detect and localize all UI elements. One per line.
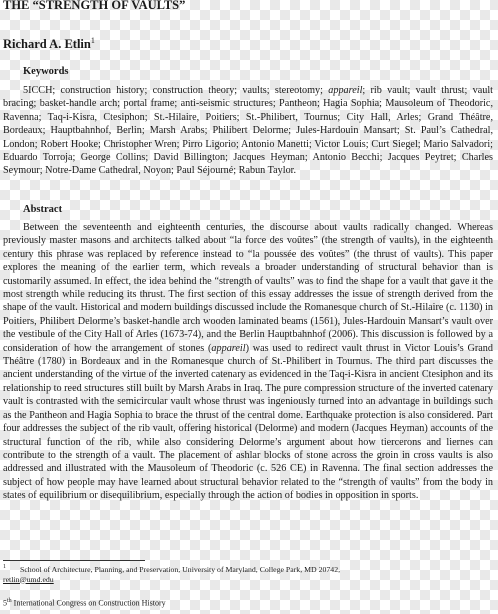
abstract-heading: Abstract	[23, 204, 63, 215]
keywords-text	[3, 84, 493, 178]
author-line	[3, 36, 95, 52]
keywords-italic-term: appareil	[328, 85, 363, 96]
footnote-divider	[3, 560, 145, 561]
author-footnote-mark: 1	[90, 36, 95, 45]
footer-number: 5	[3, 598, 7, 608]
footnote-mark: 1	[3, 564, 6, 570]
page-footer	[3, 598, 166, 608]
keywords-heading: Keywords	[23, 66, 69, 77]
footnote-text: School of Architecture, Planning, and Preservation, University of Maryland, College Park, MD 20742,	[20, 564, 341, 574]
abstract-text	[3, 221, 493, 503]
abstract-text-a: Between the seventeenth and eighteenth centuries, the discourse about vaults radically changed. Whereas previously master masons and architects talked about “la force des voûtes” (the strength of vaults), in the eighteenth century this phrase was replaced by reference instead to “la poussée des voûtes” (the thrust of vaults). This paper explores the meaning of the earlier term, which reveals a broader understanding of structural behavior than is customarily assumed. In effect, the idea behind the “strength of vaults” was to find the shape for a vault that gave it the most strength while reducing its thrust. The first section of this essay addresses the issue of strength derived from the shape of the vault. Historical and modern buildings discussed include the Romanesque church of St.-Hilaire (c. 1130) in Poitiers, Philibert Delorme’s basket-handle arch wooden laminated beams (1561), Jules-Hardouin Mansart’s vault over the vestibule of the City Hall of Arles (1673-74), and the Berlin Hauptbahnhof (2006). This discussion is followed by a consideration of how the arrangement of stones (	[3, 222, 493, 354]
abstract-text-b: ) was used to redirect vault thrust in Victor Louis’s Grand Théâtre (1780) in Bordeaux and in the Romanesque church of St.-Philibert in Tournus. The third part discusses the ancient understanding of the virtue of the inverted catenary as evidenced in the Taq-i-Kisra in ancient Ctesiphon and its relationship to reed structures still built by Marsh Arabs in Iraq. The pure compression structure of the inverted catenary vault is contrasted with the semicircular vault whose thrust was ingeniously turned into an advantage in buildings such as the Pantheon and Hagia Sophia to brace the thrust of the central dome. Earthquake protection is also considered. Part four addresses the subject of the rib vault, offering historical (Delorme) and modern (Jacques Heyman) accounts of the structural function of the rib, while also considering Delorme’s argument about how tiercerons and liernes can contribute to the strength of a vault. The placement of ashlar blocks of stone across the groin in cross vaults is also addressed and illustrated with the Mausoleum of Theodoric (c. 526 CE) in Ravenna. The final section addresses the subject of how people may have learned about structural behavior related to the “strength of vaults” from the body in states of equilibrium or disequilibrium, especially through the action of bodies in opposition in sports.	[3, 342, 493, 502]
footer-ordinal: th	[7, 598, 12, 604]
footnote	[3, 562, 493, 585]
abstract-italic-term: appareil	[211, 342, 246, 354]
author-name: Richard A. Etlin	[3, 37, 91, 51]
paper-title: THE “STRENGTH OF VAULTS”	[3, 0, 186, 12]
footer-text: International Congress on Construction History	[11, 598, 166, 608]
keywords-text-b: ; rib vault; vault thrust; vault bracing; basket-handle arch; portal frame; anti-seismic structures; Pantheon; Hagia Sophia; Mausoleum of Theodoric, Ravenna; Taq-i-Kisra, Ctesiphon; St.-Hilaire, Poitiers; St.-Philibert, Tournus; City Hall, Arles; Grand Théâtre, Bordeaux; Hauptbahnhof, Berlin; Marsh Arabs; Philibert Delorme; Jules-Hardouin Mansart; St. Paul’s Cathedral, London; Robert Hooke; Christopher Wren; Pirro Ligorio; Antonio Manetti; Victor Louis; Curt Siegel; Mario Salvadori; Eduardo Torroja; George Collins; David Billington; Jacques Heyman; Antonio Becchi; Jacques Peytret; Charles Seymour; Notre-Dame Cathedral, Noyon; Paul Séjourné; Rabun Taylor.	[3, 85, 493, 177]
keywords-text-a: 5ICCH; construction history; construction theory; vaults; stereotomy;	[23, 85, 329, 96]
footnote-email-link[interactable]: retlin@umd.edu	[3, 574, 54, 584]
